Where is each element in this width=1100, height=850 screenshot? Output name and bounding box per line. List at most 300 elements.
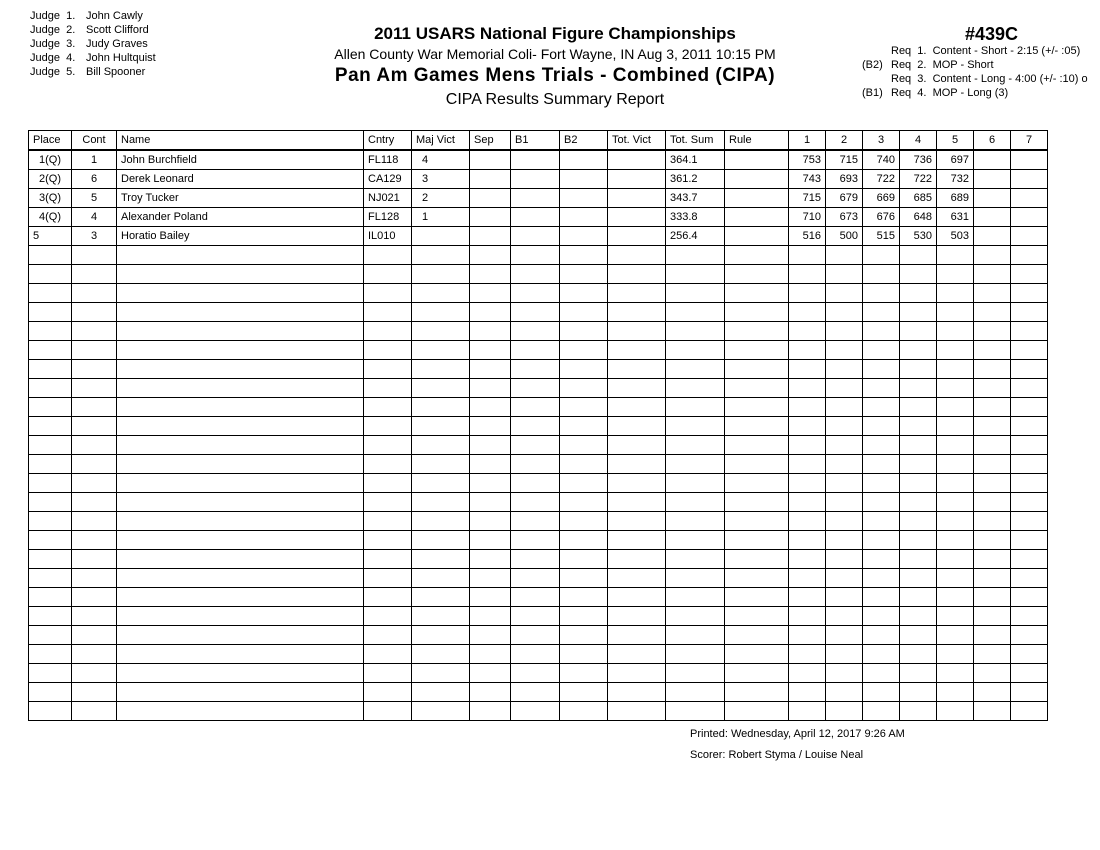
judge-label: Judge 4. <box>30 52 76 64</box>
table-cell <box>117 265 364 284</box>
table-cell <box>937 265 974 284</box>
table-cell <box>974 569 1011 588</box>
table-cell <box>412 455 470 474</box>
table-cell <box>666 512 725 531</box>
table-cell <box>1011 455 1048 474</box>
table-cell <box>511 474 560 493</box>
table-cell <box>117 683 364 702</box>
table-cell <box>560 436 608 455</box>
empty-row <box>29 588 1048 607</box>
table-cell <box>789 360 826 379</box>
table-cell <box>666 398 725 417</box>
judge-name: Bill Spooner <box>86 66 146 78</box>
table-cell <box>666 303 725 322</box>
table-cell <box>364 626 412 645</box>
column-header: 1 <box>789 131 826 151</box>
table-cell <box>117 341 364 360</box>
table-cell <box>29 265 72 284</box>
table-cell <box>29 303 72 322</box>
empty-row <box>29 550 1048 569</box>
table-cell <box>511 455 560 474</box>
table-cell <box>412 265 470 284</box>
table-cell <box>364 284 412 303</box>
column-header: Tot. Vict <box>608 131 666 151</box>
table-cell <box>470 322 511 341</box>
table-cell: 1 <box>412 208 470 227</box>
table-cell <box>974 284 1011 303</box>
table-cell <box>608 379 666 398</box>
table-cell <box>412 474 470 493</box>
table-cell: 4 <box>412 150 470 170</box>
table-cell <box>725 360 789 379</box>
table-cell <box>364 455 412 474</box>
table-cell <box>826 702 863 721</box>
table-cell <box>470 512 511 531</box>
table-cell <box>937 436 974 455</box>
table-cell <box>511 417 560 436</box>
table-cell <box>117 474 364 493</box>
judge-name: Judy Graves <box>86 38 148 50</box>
table-cell <box>560 265 608 284</box>
column-header: 6 <box>974 131 1011 151</box>
table-cell <box>72 360 117 379</box>
table-cell <box>29 284 72 303</box>
empty-row <box>29 683 1048 702</box>
table-cell <box>117 398 364 417</box>
table-cell <box>974 512 1011 531</box>
table-cell <box>1011 170 1048 189</box>
table-cell <box>725 493 789 512</box>
column-header: Tot. Sum <box>666 131 725 151</box>
table-cell <box>974 170 1011 189</box>
table-cell: 736 <box>900 150 937 170</box>
table-cell: 715 <box>789 189 826 208</box>
table-cell <box>364 360 412 379</box>
table-cell <box>29 569 72 588</box>
table-cell <box>470 455 511 474</box>
table-cell <box>789 341 826 360</box>
empty-row <box>29 645 1048 664</box>
column-header: B2 <box>560 131 608 151</box>
judge-item <box>30 23 156 37</box>
table-cell <box>511 150 560 170</box>
table-cell <box>789 246 826 265</box>
table-cell <box>412 303 470 322</box>
table-cell <box>608 398 666 417</box>
table-cell <box>725 512 789 531</box>
table-cell <box>560 588 608 607</box>
table-cell <box>560 626 608 645</box>
table-cell <box>117 436 364 455</box>
table-cell <box>72 398 117 417</box>
table-cell <box>666 588 725 607</box>
table-cell <box>608 531 666 550</box>
table-cell <box>470 417 511 436</box>
empty-row <box>29 607 1048 626</box>
table-cell <box>364 664 412 683</box>
table-cell <box>725 417 789 436</box>
column-header: B1 <box>511 131 560 151</box>
header-row <box>29 131 1048 151</box>
table-cell <box>364 550 412 569</box>
table-cell <box>560 189 608 208</box>
empty-row <box>29 341 1048 360</box>
table-cell <box>29 607 72 626</box>
table-cell: 1 <box>72 150 117 170</box>
table-cell <box>937 474 974 493</box>
table-cell <box>863 512 900 531</box>
table-cell <box>364 702 412 721</box>
table-cell <box>666 531 725 550</box>
table-cell <box>789 455 826 474</box>
table-cell <box>1011 550 1048 569</box>
table-cell <box>900 360 937 379</box>
table-cell <box>412 284 470 303</box>
table-cell <box>511 512 560 531</box>
table-cell <box>29 398 72 417</box>
table-cell <box>863 455 900 474</box>
table-cell <box>511 284 560 303</box>
table-cell <box>900 284 937 303</box>
table-cell <box>560 569 608 588</box>
table-cell <box>72 702 117 721</box>
table-cell <box>974 246 1011 265</box>
table-cell <box>725 170 789 189</box>
empty-row <box>29 417 1048 436</box>
table-cell <box>937 322 974 341</box>
table-cell <box>511 360 560 379</box>
table-cell <box>560 550 608 569</box>
table-cell <box>1011 664 1048 683</box>
table-cell <box>937 531 974 550</box>
table-cell <box>511 379 560 398</box>
table-cell <box>412 360 470 379</box>
table-cell <box>826 531 863 550</box>
table-cell <box>511 246 560 265</box>
table-cell <box>560 227 608 246</box>
table-cell <box>364 379 412 398</box>
table-cell <box>470 284 511 303</box>
venue-line: Allen County War Memorial Coli- Fort Wayne, IN Aug 3, 2011 10:15 PM <box>334 46 776 62</box>
table-cell: 530 <box>900 227 937 246</box>
table-cell <box>560 664 608 683</box>
table-cell <box>117 360 364 379</box>
table-cell: Alexander Poland <box>117 208 364 227</box>
table-cell <box>863 284 900 303</box>
table-cell <box>789 436 826 455</box>
table-cell: John Burchfield <box>117 150 364 170</box>
table-cell <box>117 512 364 531</box>
table-cell <box>937 341 974 360</box>
table-cell <box>364 303 412 322</box>
table-cell <box>608 569 666 588</box>
requirement-text: Req 3. Content - Long - 4:00 (+/- :10) o <box>891 73 1088 85</box>
table-cell <box>666 455 725 474</box>
table-cell: 673 <box>826 208 863 227</box>
table-cell <box>608 189 666 208</box>
table-cell <box>608 626 666 645</box>
table-cell <box>412 588 470 607</box>
table-cell <box>900 265 937 284</box>
printed-date: Printed: Wednesday, April 12, 2017 9:26 AM <box>690 728 905 740</box>
table-cell <box>974 588 1011 607</box>
table-row <box>29 170 1048 189</box>
table-cell <box>1011 189 1048 208</box>
table-cell <box>412 493 470 512</box>
table-cell <box>826 664 863 683</box>
table-cell <box>666 474 725 493</box>
table-cell: Troy Tucker <box>117 189 364 208</box>
requirements-list <box>862 44 1088 100</box>
table-cell <box>789 607 826 626</box>
table-cell <box>470 170 511 189</box>
table-cell <box>560 379 608 398</box>
empty-row <box>29 493 1048 512</box>
table-cell <box>470 341 511 360</box>
empty-row <box>29 569 1048 588</box>
table-cell <box>1011 588 1048 607</box>
table-cell <box>29 474 72 493</box>
table-cell <box>72 322 117 341</box>
judges-list <box>30 9 156 79</box>
table-cell <box>511 607 560 626</box>
requirement-text: Req 2. MOP - Short <box>891 59 994 71</box>
table-cell <box>72 512 117 531</box>
table-cell <box>511 227 560 246</box>
table-cell <box>412 246 470 265</box>
table-cell: NJ021 <box>364 189 412 208</box>
table-cell <box>72 607 117 626</box>
table-cell: 710 <box>789 208 826 227</box>
empty-row <box>29 455 1048 474</box>
table-cell <box>725 550 789 569</box>
judge-item <box>30 9 156 23</box>
table-cell <box>900 531 937 550</box>
table-cell <box>974 683 1011 702</box>
table-cell <box>1011 512 1048 531</box>
judge-item <box>30 65 156 79</box>
table-cell <box>29 645 72 664</box>
table-cell: 333.8 <box>666 208 725 227</box>
table-cell <box>863 683 900 702</box>
table-cell <box>117 626 364 645</box>
table-cell <box>789 550 826 569</box>
table-cell <box>1011 474 1048 493</box>
table-cell <box>1011 341 1048 360</box>
table-cell <box>725 683 789 702</box>
column-header: Name <box>117 131 364 151</box>
table-cell <box>789 683 826 702</box>
table-cell <box>511 569 560 588</box>
table-cell <box>725 227 789 246</box>
table-cell <box>725 303 789 322</box>
table-cell <box>1011 436 1048 455</box>
table-cell <box>1011 227 1048 246</box>
empty-row <box>29 474 1048 493</box>
table-cell <box>900 417 937 436</box>
table-cell <box>863 569 900 588</box>
table-cell <box>937 379 974 398</box>
column-header: Sep <box>470 131 511 151</box>
table-cell <box>937 512 974 531</box>
table-cell <box>863 607 900 626</box>
table-cell <box>900 379 937 398</box>
table-cell: 715 <box>826 150 863 170</box>
table-cell <box>72 683 117 702</box>
table-cell <box>470 246 511 265</box>
table-cell <box>29 664 72 683</box>
table-cell <box>364 417 412 436</box>
table-cell <box>560 322 608 341</box>
table-cell: FL128 <box>364 208 412 227</box>
table-cell <box>1011 607 1048 626</box>
table-cell <box>364 246 412 265</box>
table-cell <box>560 341 608 360</box>
judge-name: Scott Clifford <box>86 24 149 36</box>
event-number: #439C <box>965 24 1019 44</box>
empty-row <box>29 284 1048 303</box>
table-cell <box>666 436 725 455</box>
table-cell <box>117 664 364 683</box>
column-header: Place <box>29 131 72 151</box>
table-cell <box>117 645 364 664</box>
table-cell <box>937 493 974 512</box>
table-cell <box>560 150 608 170</box>
table-cell <box>412 645 470 664</box>
table-cell <box>511 588 560 607</box>
table-cell <box>117 379 364 398</box>
table-cell <box>937 246 974 265</box>
table-cell <box>29 683 72 702</box>
judge-label: Judge 5. <box>30 66 76 78</box>
table-cell <box>608 150 666 170</box>
table-cell <box>826 398 863 417</box>
table-cell <box>725 588 789 607</box>
table-cell <box>937 683 974 702</box>
table-cell <box>974 645 1011 664</box>
table-cell <box>511 341 560 360</box>
table-cell: 364.1 <box>666 150 725 170</box>
table-cell <box>470 493 511 512</box>
table-cell <box>789 588 826 607</box>
table-cell <box>974 417 1011 436</box>
table-cell <box>826 417 863 436</box>
requirement-item <box>862 86 1088 100</box>
table-cell <box>29 531 72 550</box>
table-cell <box>1011 265 1048 284</box>
table-cell <box>608 607 666 626</box>
table-cell <box>900 645 937 664</box>
table-row <box>29 189 1048 208</box>
table-cell <box>608 322 666 341</box>
column-header: 7 <box>1011 131 1048 151</box>
table-cell <box>29 379 72 398</box>
table-cell <box>1011 683 1048 702</box>
table-cell <box>72 493 117 512</box>
table-cell <box>29 512 72 531</box>
table-cell <box>470 683 511 702</box>
table-cell: 648 <box>900 208 937 227</box>
table-cell <box>560 455 608 474</box>
table-cell <box>470 607 511 626</box>
table-cell <box>1011 379 1048 398</box>
table-cell <box>900 664 937 683</box>
table-cell <box>826 322 863 341</box>
empty-row <box>29 379 1048 398</box>
table-cell <box>666 550 725 569</box>
empty-row <box>29 664 1048 683</box>
table-cell <box>900 455 937 474</box>
table-cell <box>974 150 1011 170</box>
table-cell <box>29 626 72 645</box>
table-cell: 5 <box>29 227 72 246</box>
table-cell <box>560 208 608 227</box>
table-cell <box>789 512 826 531</box>
table-cell <box>863 341 900 360</box>
scorer-line: Scorer: Robert Styma / Louise Neal <box>690 749 864 761</box>
table-cell <box>1011 322 1048 341</box>
table-cell <box>364 436 412 455</box>
table-cell <box>560 493 608 512</box>
table-cell <box>412 341 470 360</box>
table-cell <box>725 284 789 303</box>
table-cell: 515 <box>863 227 900 246</box>
empty-row <box>29 531 1048 550</box>
table-cell <box>666 265 725 284</box>
table-cell <box>826 683 863 702</box>
table-cell <box>900 607 937 626</box>
table-cell <box>826 246 863 265</box>
table-cell <box>863 645 900 664</box>
table-cell <box>789 702 826 721</box>
empty-row <box>29 360 1048 379</box>
table-cell <box>412 702 470 721</box>
table-cell <box>29 455 72 474</box>
table-cell <box>974 189 1011 208</box>
table-cell: 361.2 <box>666 170 725 189</box>
table-cell <box>900 341 937 360</box>
table-cell <box>412 512 470 531</box>
column-header: Cont <box>72 131 117 151</box>
table-cell <box>1011 303 1048 322</box>
table-cell <box>29 550 72 569</box>
table-row <box>29 150 1048 170</box>
table-cell <box>608 512 666 531</box>
table-cell <box>974 702 1011 721</box>
table-cell <box>470 702 511 721</box>
table-cell <box>863 531 900 550</box>
table-cell <box>560 645 608 664</box>
table-cell <box>72 474 117 493</box>
table-cell <box>666 246 725 265</box>
table-cell <box>1011 569 1048 588</box>
table-cell <box>72 455 117 474</box>
table-cell <box>725 702 789 721</box>
table-cell <box>560 246 608 265</box>
table-cell <box>412 417 470 436</box>
table-cell <box>117 455 364 474</box>
column-header: Rule <box>725 131 789 151</box>
table-cell <box>511 626 560 645</box>
table-cell <box>937 303 974 322</box>
table-cell <box>608 303 666 322</box>
table-cell <box>29 246 72 265</box>
table-cell <box>72 531 117 550</box>
table-cell: 722 <box>900 170 937 189</box>
report-title: CIPA Results Summary Report <box>445 91 665 108</box>
table-cell <box>412 569 470 588</box>
column-header: 3 <box>863 131 900 151</box>
